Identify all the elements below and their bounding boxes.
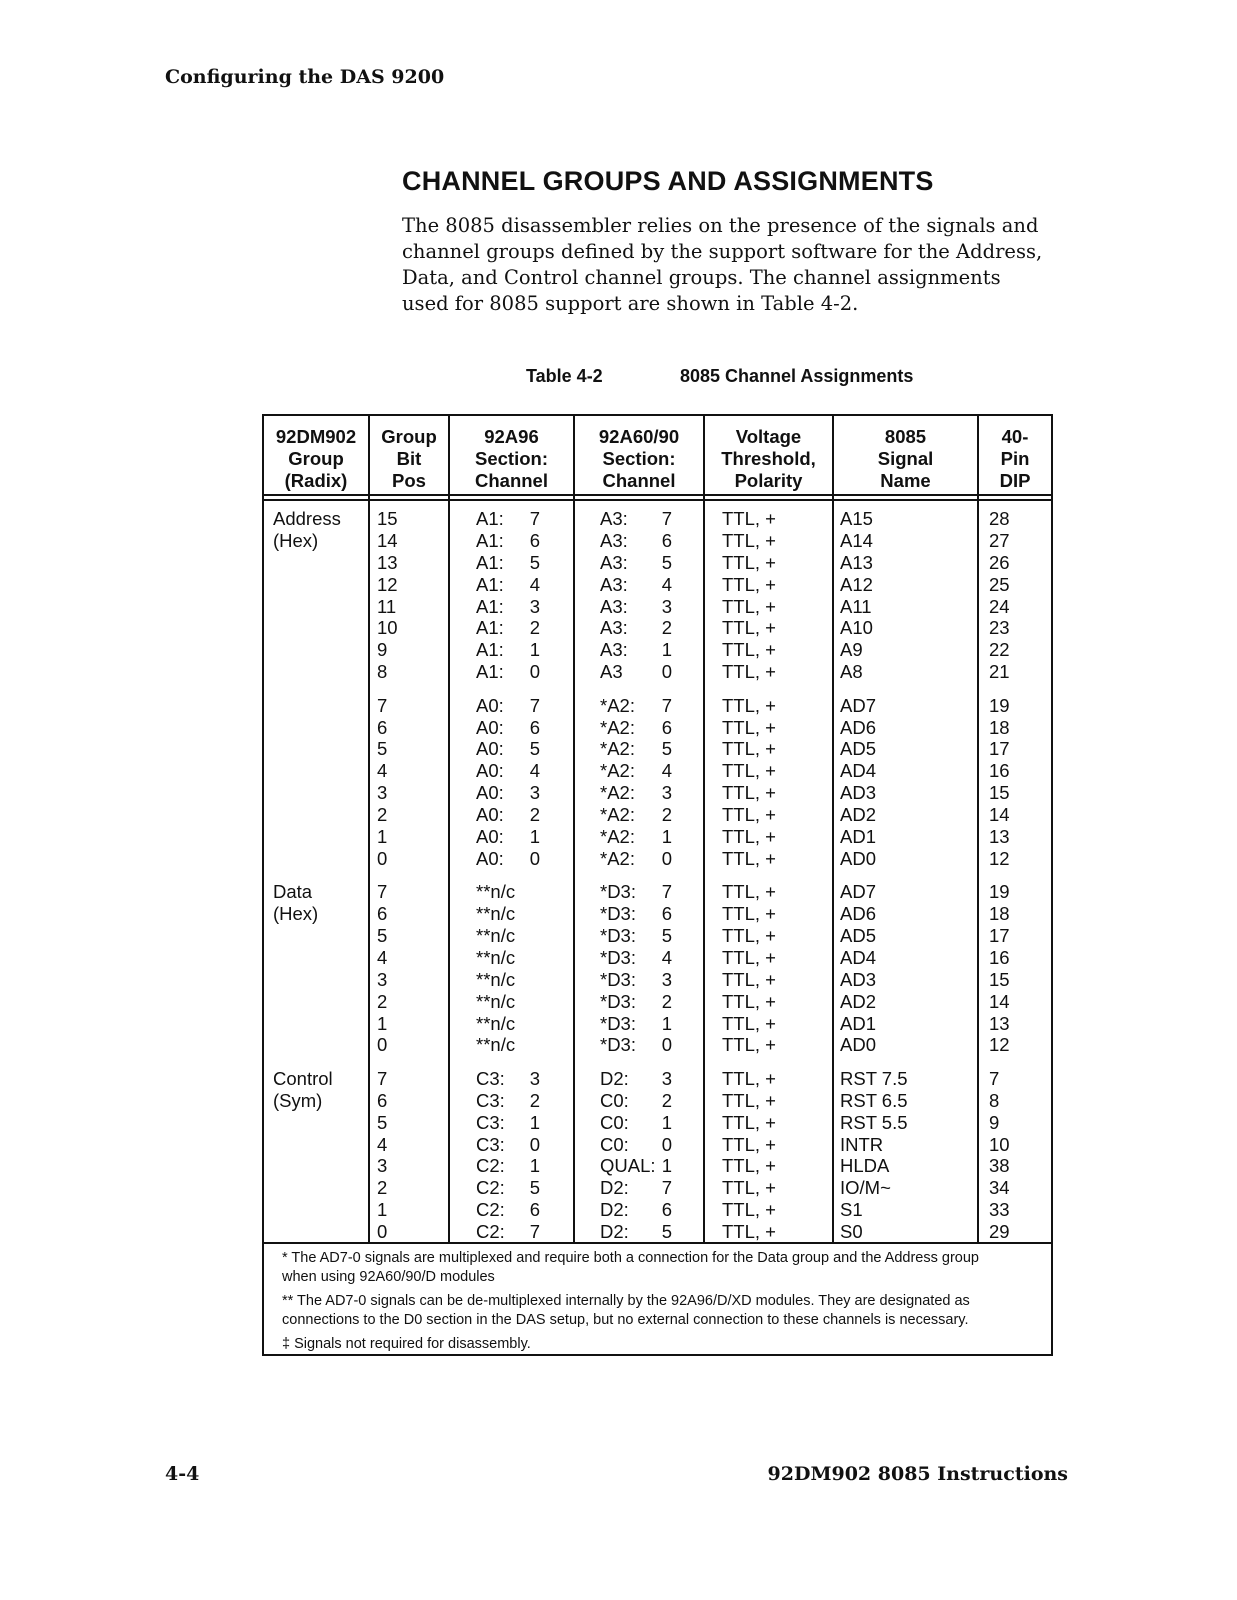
a60-channel-cell: C0: 2 bbox=[600, 1089, 672, 1111]
a96-channel-cell: A0: 2 bbox=[476, 804, 540, 826]
block-spacer bbox=[476, 1056, 515, 1068]
pin-number-cell: 14 bbox=[989, 990, 1010, 1012]
pin-number-cell: 7 bbox=[989, 1067, 1000, 1089]
a96-channel-cell: C3: 3 bbox=[476, 1067, 540, 1089]
bit-position-cell: 12 bbox=[377, 573, 398, 595]
header-rule bbox=[264, 494, 1051, 496]
block-spacer bbox=[989, 1056, 1010, 1068]
a96-channel-cell: C3: 0 bbox=[476, 1133, 540, 1155]
signal-name-cell: AD5 bbox=[840, 925, 876, 947]
a96-channel-cell: A0: 7 bbox=[476, 694, 540, 716]
block-spacer bbox=[840, 683, 908, 695]
block-spacer bbox=[377, 683, 398, 695]
signal-name-cell: HLDA bbox=[840, 1155, 890, 1177]
a60-channel-cell: *D3: 5 bbox=[600, 925, 672, 947]
block-spacer bbox=[476, 870, 515, 882]
group-name-column bbox=[273, 508, 341, 1243]
bit-position-cell: 15 bbox=[377, 508, 398, 529]
threshold-cell: TTL, + bbox=[722, 617, 776, 639]
bit-position-cell: 1 bbox=[377, 825, 388, 847]
pin-number-cell: 29 bbox=[989, 1221, 1010, 1243]
pin-number-cell: 27 bbox=[989, 529, 1010, 551]
group-name-cell: (Hex) bbox=[273, 529, 319, 551]
table-caption-label: Table 4-2 bbox=[526, 366, 603, 386]
a60-channel-cell: A3: 1 bbox=[600, 639, 672, 661]
header-92a60-90: 92A60/90 Section: Channel bbox=[598, 426, 680, 491]
threshold-cell: TTL, + bbox=[722, 825, 776, 847]
bit-position-cell: 5 bbox=[377, 738, 388, 760]
signal-name-cell: AD3 bbox=[840, 968, 876, 990]
pin-number-cell: 9 bbox=[989, 1111, 1000, 1133]
group-name-cell bbox=[273, 947, 341, 969]
header-signal-name: 8085 Signal Name bbox=[877, 426, 934, 491]
footnote-multiplexed: * The AD7-0 signals are multiplexed and require both a connection for the Data group and the Address group when using 92A60/90/D modules bbox=[282, 1250, 979, 1285]
a96-channel-cell: C2: 5 bbox=[476, 1177, 540, 1199]
threshold-cell: TTL, + bbox=[722, 804, 776, 826]
section-title: CHANNEL GROUPS AND ASSIGNMENTS bbox=[402, 166, 934, 196]
threshold-cell: TTL, + bbox=[722, 760, 776, 782]
a60-channel-cell: *A2: 1 bbox=[600, 825, 672, 847]
signal-name-cell: AD2 bbox=[840, 990, 876, 1012]
intro-paragraph bbox=[402, 213, 1062, 317]
group-name-cell: (Hex) bbox=[273, 903, 319, 925]
group-name-cell bbox=[273, 1155, 341, 1177]
bit-position-cell: 7 bbox=[377, 694, 388, 716]
pin-number-cell: 23 bbox=[989, 617, 1010, 639]
threshold-cell: TTL, + bbox=[722, 903, 776, 925]
a60-channel-cell: QUAL: 1 bbox=[600, 1155, 672, 1177]
threshold-cell: TTL, + bbox=[722, 716, 776, 738]
a96-channel-cell: A1: 1 bbox=[476, 639, 540, 661]
a96-channel-cell: C2: 6 bbox=[476, 1199, 540, 1221]
a60-channel-cell: *A2: 2 bbox=[600, 804, 672, 826]
bit-position-cell: 9 bbox=[377, 639, 388, 661]
signal-name-cell: A13 bbox=[840, 551, 873, 573]
threshold-cell: TTL, + bbox=[722, 1177, 776, 1199]
group-name-cell bbox=[273, 695, 341, 717]
a60-channel-cell: *D3: 0 bbox=[600, 1034, 672, 1056]
signal-name-cell: INTR bbox=[840, 1133, 884, 1155]
intro-line: used for 8085 support are shown in Table 4-2. bbox=[402, 292, 859, 315]
pin-number-cell: 17 bbox=[989, 738, 1010, 760]
a96-channel-cell: C2: 1 bbox=[476, 1155, 540, 1177]
signal-name-cell: S1 bbox=[840, 1199, 863, 1221]
group-name-cell bbox=[273, 717, 341, 739]
a96-channel-cell: A1: 7 bbox=[476, 508, 540, 529]
signal-name-column bbox=[840, 508, 908, 1243]
a96-channel-cell: A1: 3 bbox=[476, 595, 540, 617]
signal-name-cell: AD1 bbox=[840, 825, 876, 847]
group-name-cell bbox=[273, 738, 341, 760]
bit-position-cell: 4 bbox=[377, 1133, 388, 1155]
group-name-cell bbox=[273, 1013, 341, 1035]
pin-number-cell: 15 bbox=[989, 968, 1010, 990]
bit-position-cell: 1 bbox=[377, 1012, 388, 1034]
threshold-cell: TTL, + bbox=[722, 529, 776, 551]
signal-name-cell: S0 bbox=[840, 1221, 863, 1243]
signal-name-cell: AD7 bbox=[840, 881, 876, 903]
threshold-cell: TTL, + bbox=[722, 990, 776, 1012]
pin-number-cell: 18 bbox=[989, 716, 1010, 738]
a60-channel-cell: *A2: 0 bbox=[600, 847, 672, 869]
threshold-cell: TTL, + bbox=[722, 1199, 776, 1221]
signal-name-cell: A10 bbox=[840, 617, 873, 639]
column-rule bbox=[977, 416, 979, 1242]
bit-position-cell: 10 bbox=[377, 617, 398, 639]
pin-number-cell: 13 bbox=[989, 825, 1010, 847]
pin-number-cell: 13 bbox=[989, 1012, 1010, 1034]
signal-name-cell: A11 bbox=[840, 595, 872, 617]
pin-number-cell: 33 bbox=[989, 1199, 1010, 1221]
group-name-cell bbox=[273, 804, 341, 826]
a60-channel-cell: A3: 4 bbox=[600, 573, 672, 595]
a60-channel-cell: *A2: 6 bbox=[600, 716, 672, 738]
group-name-cell bbox=[273, 552, 341, 574]
a96-channel-cell: A1: 6 bbox=[476, 529, 540, 551]
threshold-cell: TTL, + bbox=[722, 1221, 776, 1243]
group-name-cell bbox=[273, 969, 341, 991]
threshold-cell: TTL, + bbox=[722, 968, 776, 990]
threshold-cell: TTL, + bbox=[722, 738, 776, 760]
bit-position-cell: 3 bbox=[377, 782, 388, 804]
signal-name-cell: AD6 bbox=[840, 903, 876, 925]
threshold-cell: TTL, + bbox=[722, 1034, 776, 1056]
a60-channel-cell: *A2: 5 bbox=[600, 738, 672, 760]
signal-name-cell: AD4 bbox=[840, 760, 876, 782]
pin-number-cell: 15 bbox=[989, 782, 1010, 804]
group-name-cell bbox=[273, 639, 341, 661]
a60-channel-cell: A3: 6 bbox=[600, 529, 672, 551]
a60-channel-cell: C0: 0 bbox=[600, 1133, 672, 1155]
column-rule bbox=[573, 416, 575, 1242]
a96-channel-cell: A0: 4 bbox=[476, 760, 540, 782]
signal-name-cell: AD1 bbox=[840, 1012, 876, 1034]
a60-channel-cell: *D3: 6 bbox=[600, 903, 672, 925]
document-title: 92DM902 8085 Instructions bbox=[767, 1463, 1068, 1485]
bit-position-cell: 11 bbox=[377, 595, 397, 617]
a60-channel-cell: *A2: 3 bbox=[600, 782, 672, 804]
a96-channel-cell: A1: 2 bbox=[476, 617, 540, 639]
column-rule bbox=[703, 416, 705, 1242]
pin-number-cell: 18 bbox=[989, 903, 1010, 925]
threshold-cell: TTL, + bbox=[722, 1111, 776, 1133]
group-name-cell bbox=[273, 1112, 341, 1134]
block-spacer bbox=[600, 870, 656, 882]
bit-position-cell: 14 bbox=[377, 529, 398, 551]
group-name-cell bbox=[273, 617, 341, 639]
a60-channel-cell: C0: 1 bbox=[600, 1111, 672, 1133]
pin-number-column bbox=[989, 508, 1010, 1243]
header-rule bbox=[264, 499, 1051, 501]
threshold-cell: TTL, + bbox=[722, 1089, 776, 1111]
group-name-cell bbox=[273, 1134, 341, 1156]
signal-name-cell: A15 bbox=[840, 508, 873, 529]
group-name-cell bbox=[273, 574, 341, 596]
footnote-demultiplexed: ** The AD7-0 signals can be de-multiplexed internally by the 92A96/D/XD modules. They are designated as connections to the D0 section in the DAS setup, but no external connection to these channels is necessary. bbox=[282, 1293, 970, 1328]
group-name-cell: (Sym) bbox=[273, 1089, 323, 1111]
group-name-cell bbox=[273, 760, 341, 782]
a96-channel-cell: **n/c bbox=[476, 1034, 516, 1056]
block-spacer bbox=[722, 683, 776, 695]
threshold-cell: TTL, + bbox=[722, 551, 776, 573]
group-name-cell bbox=[273, 782, 341, 804]
block-spacer bbox=[476, 683, 515, 695]
bit-position-cell: 1 bbox=[377, 1199, 388, 1221]
a96-channel-cell: **n/c bbox=[476, 881, 516, 903]
bit-position-cell: 6 bbox=[377, 716, 388, 738]
block-spacer bbox=[273, 870, 341, 882]
block-spacer bbox=[273, 1056, 341, 1068]
threshold-cell: TTL, + bbox=[722, 595, 776, 617]
header-group-radix: 92DM902 Group (Radix) bbox=[275, 426, 357, 491]
pin-number-cell: 16 bbox=[989, 760, 1010, 782]
page-number: 4-4 bbox=[165, 1463, 200, 1485]
signal-name-cell: IO/M~ bbox=[840, 1177, 891, 1199]
threshold-cell: TTL, + bbox=[722, 847, 776, 869]
group-name-cell bbox=[273, 991, 341, 1013]
pin-number-cell: 8 bbox=[989, 1089, 1000, 1111]
pin-number-cell: 16 bbox=[989, 946, 1010, 968]
a60-channel-cell: *A2: 4 bbox=[600, 760, 672, 782]
group-name-cell: Control bbox=[273, 1067, 333, 1089]
block-spacer bbox=[722, 870, 776, 882]
footnote-not-required: ‡ Signals not required for disassembly. bbox=[282, 1336, 531, 1352]
signal-name-cell: RST 5.5 bbox=[840, 1111, 908, 1133]
bit-position-column bbox=[377, 508, 398, 1243]
a60-channel-cell: *D3: 1 bbox=[600, 1012, 672, 1034]
bit-position-cell: 0 bbox=[377, 1034, 388, 1056]
a60-channel-cell: A3: 3 bbox=[600, 595, 672, 617]
bit-position-cell: 2 bbox=[377, 1177, 388, 1199]
pin-number-cell: 34 bbox=[989, 1177, 1010, 1199]
signal-name-cell: A9 bbox=[840, 639, 863, 661]
pin-number-cell: 21 bbox=[989, 661, 1010, 683]
a96-channel-column bbox=[476, 508, 540, 1243]
pin-number-cell: 26 bbox=[989, 551, 1010, 573]
block-spacer bbox=[377, 1056, 398, 1068]
bit-position-cell: 5 bbox=[377, 1111, 388, 1133]
intro-line: channel groups defined by the support software for the Address, bbox=[402, 240, 1043, 263]
a96-channel-cell: **n/c bbox=[476, 990, 516, 1012]
pin-number-cell: 12 bbox=[989, 847, 1010, 869]
a96-channel-cell: **n/c bbox=[476, 903, 516, 925]
block-spacer bbox=[377, 870, 398, 882]
a60-channel-cell: *D3: 4 bbox=[600, 946, 672, 968]
threshold-cell: TTL, + bbox=[722, 1133, 776, 1155]
signal-name-cell: AD0 bbox=[840, 1034, 876, 1056]
pin-number-cell: 19 bbox=[989, 881, 1010, 903]
header-dip-pin: 40- Pin DIP bbox=[999, 426, 1031, 491]
block-spacer bbox=[273, 683, 341, 695]
column-rule bbox=[368, 416, 370, 1242]
pin-number-cell: 24 bbox=[989, 595, 1010, 617]
bit-position-cell: 5 bbox=[377, 925, 388, 947]
bit-position-cell: 3 bbox=[377, 968, 388, 990]
a96-channel-cell: A0: 0 bbox=[476, 847, 540, 869]
column-rule bbox=[832, 416, 834, 1242]
bit-position-cell: 0 bbox=[377, 847, 388, 869]
signal-name-cell: AD7 bbox=[840, 694, 876, 716]
signal-name-cell: AD5 bbox=[840, 738, 876, 760]
a60-channel-cell: D2: 6 bbox=[600, 1199, 672, 1221]
block-spacer bbox=[989, 870, 1010, 882]
block-spacer bbox=[600, 1056, 656, 1068]
a60-channel-cell: *A2: 7 bbox=[600, 694, 672, 716]
signal-name-cell: A14 bbox=[840, 529, 873, 551]
header-92a96: 92A96 Section: Channel bbox=[475, 426, 548, 491]
block-spacer bbox=[840, 1056, 908, 1068]
pin-number-cell: 14 bbox=[989, 804, 1010, 826]
threshold-cell: TTL, + bbox=[722, 661, 776, 683]
group-name-cell bbox=[273, 925, 341, 947]
signal-name-cell: AD2 bbox=[840, 804, 876, 826]
block-spacer bbox=[989, 683, 1010, 695]
a96-channel-cell: A0: 1 bbox=[476, 825, 540, 847]
a60-channel-column bbox=[600, 508, 672, 1243]
threshold-cell: TTL, + bbox=[722, 1012, 776, 1034]
a96-channel-cell: **n/c bbox=[476, 925, 516, 947]
bit-position-cell: 4 bbox=[377, 760, 388, 782]
a96-channel-cell: A1: 5 bbox=[476, 551, 540, 573]
bit-position-cell: 4 bbox=[377, 946, 388, 968]
signal-name-cell: A8 bbox=[840, 661, 863, 683]
pin-number-cell: 19 bbox=[989, 694, 1010, 716]
a60-channel-cell: A3: 7 bbox=[600, 508, 672, 529]
block-spacer bbox=[840, 870, 908, 882]
group-name-cell bbox=[273, 1177, 341, 1199]
pin-number-cell: 17 bbox=[989, 925, 1010, 947]
a60-channel-cell: *D3: 3 bbox=[600, 968, 672, 990]
threshold-cell: TTL, + bbox=[722, 1067, 776, 1089]
a60-channel-cell: *D3: 7 bbox=[600, 881, 672, 903]
a96-channel-cell: C2: 7 bbox=[476, 1221, 540, 1243]
bit-position-cell: 7 bbox=[377, 881, 388, 903]
bit-position-cell: 6 bbox=[377, 1089, 388, 1111]
signal-name-cell: AD3 bbox=[840, 782, 876, 804]
bit-position-cell: 0 bbox=[377, 1221, 388, 1243]
signal-name-cell: AD0 bbox=[840, 847, 876, 869]
a60-channel-cell: A3: 2 bbox=[600, 617, 672, 639]
pin-number-cell: 25 bbox=[989, 573, 1010, 595]
header-voltage-threshold: Voltage Threshold, Polarity bbox=[721, 426, 816, 491]
a60-channel-cell: *D3: 2 bbox=[600, 990, 672, 1012]
threshold-cell: TTL, + bbox=[722, 508, 776, 529]
table-caption-title: 8085 Channel Assignments bbox=[680, 366, 914, 386]
intro-line: Data, and Control channel groups. The channel assignments bbox=[402, 266, 1001, 289]
threshold-column bbox=[722, 508, 776, 1243]
a96-channel-cell: **n/c bbox=[476, 968, 516, 990]
intro-line: The 8085 disassembler relies on the presence of the signals and bbox=[402, 214, 1039, 237]
running-header: Configuring the DAS 9200 bbox=[165, 66, 445, 88]
signal-name-cell: RST 6.5 bbox=[840, 1089, 908, 1111]
a96-channel-cell: A0: 6 bbox=[476, 716, 540, 738]
signal-name-cell: AD4 bbox=[840, 946, 876, 968]
threshold-cell: TTL, + bbox=[722, 925, 776, 947]
a96-channel-cell: **n/c bbox=[476, 946, 516, 968]
a60-channel-cell: A3 0 bbox=[600, 661, 672, 683]
pin-number-cell: 38 bbox=[989, 1155, 1010, 1177]
block-spacer bbox=[600, 683, 656, 695]
a60-channel-cell: D2: 5 bbox=[600, 1221, 672, 1243]
pin-number-cell: 12 bbox=[989, 1034, 1010, 1056]
bit-position-cell: 13 bbox=[377, 551, 398, 573]
threshold-cell: TTL, + bbox=[722, 694, 776, 716]
a96-channel-cell: A0: 3 bbox=[476, 782, 540, 804]
a96-channel-cell: C3: 1 bbox=[476, 1111, 540, 1133]
threshold-cell: TTL, + bbox=[722, 881, 776, 903]
group-name-cell bbox=[273, 1199, 341, 1221]
signal-name-cell: A12 bbox=[840, 573, 873, 595]
channel-assignments-table bbox=[262, 414, 1053, 1356]
group-name-cell: Address bbox=[273, 508, 341, 529]
a96-channel-cell: A1: 4 bbox=[476, 573, 540, 595]
group-name-cell bbox=[273, 848, 341, 870]
pin-number-cell: 28 bbox=[989, 508, 1010, 529]
threshold-cell: TTL, + bbox=[722, 639, 776, 661]
a60-channel-cell: D2: 3 bbox=[600, 1067, 672, 1089]
column-rule bbox=[448, 416, 450, 1242]
a60-channel-cell: A3: 5 bbox=[600, 551, 672, 573]
threshold-cell: TTL, + bbox=[722, 782, 776, 804]
group-name-cell bbox=[273, 661, 341, 683]
group-name-cell bbox=[273, 1221, 341, 1243]
pin-number-cell: 10 bbox=[989, 1133, 1010, 1155]
bit-position-cell: 2 bbox=[377, 804, 388, 826]
block-spacer bbox=[722, 1056, 776, 1068]
a96-channel-cell: A1: 0 bbox=[476, 661, 540, 683]
a96-channel-cell: C3: 2 bbox=[476, 1089, 540, 1111]
bit-position-cell: 7 bbox=[377, 1067, 388, 1089]
signal-name-cell: RST 7.5 bbox=[840, 1067, 908, 1089]
bit-position-cell: 8 bbox=[377, 661, 388, 683]
a96-channel-cell: A0: 5 bbox=[476, 738, 540, 760]
signal-name-cell: AD6 bbox=[840, 716, 876, 738]
group-name-cell: Data bbox=[273, 881, 313, 903]
group-name-cell bbox=[273, 826, 341, 848]
threshold-cell: TTL, + bbox=[722, 1155, 776, 1177]
group-name-cell bbox=[273, 596, 341, 618]
bit-position-cell: 3 bbox=[377, 1155, 388, 1177]
threshold-cell: TTL, + bbox=[722, 573, 776, 595]
header-bit-pos: Group Bit Pos bbox=[381, 426, 437, 491]
a96-channel-cell: **n/c bbox=[476, 1012, 516, 1034]
group-name-cell bbox=[273, 1034, 341, 1056]
bit-position-cell: 2 bbox=[377, 990, 388, 1012]
bit-position-cell: 6 bbox=[377, 903, 388, 925]
a60-channel-cell: D2: 7 bbox=[600, 1177, 672, 1199]
threshold-cell: TTL, + bbox=[722, 946, 776, 968]
pin-number-cell: 22 bbox=[989, 639, 1010, 661]
